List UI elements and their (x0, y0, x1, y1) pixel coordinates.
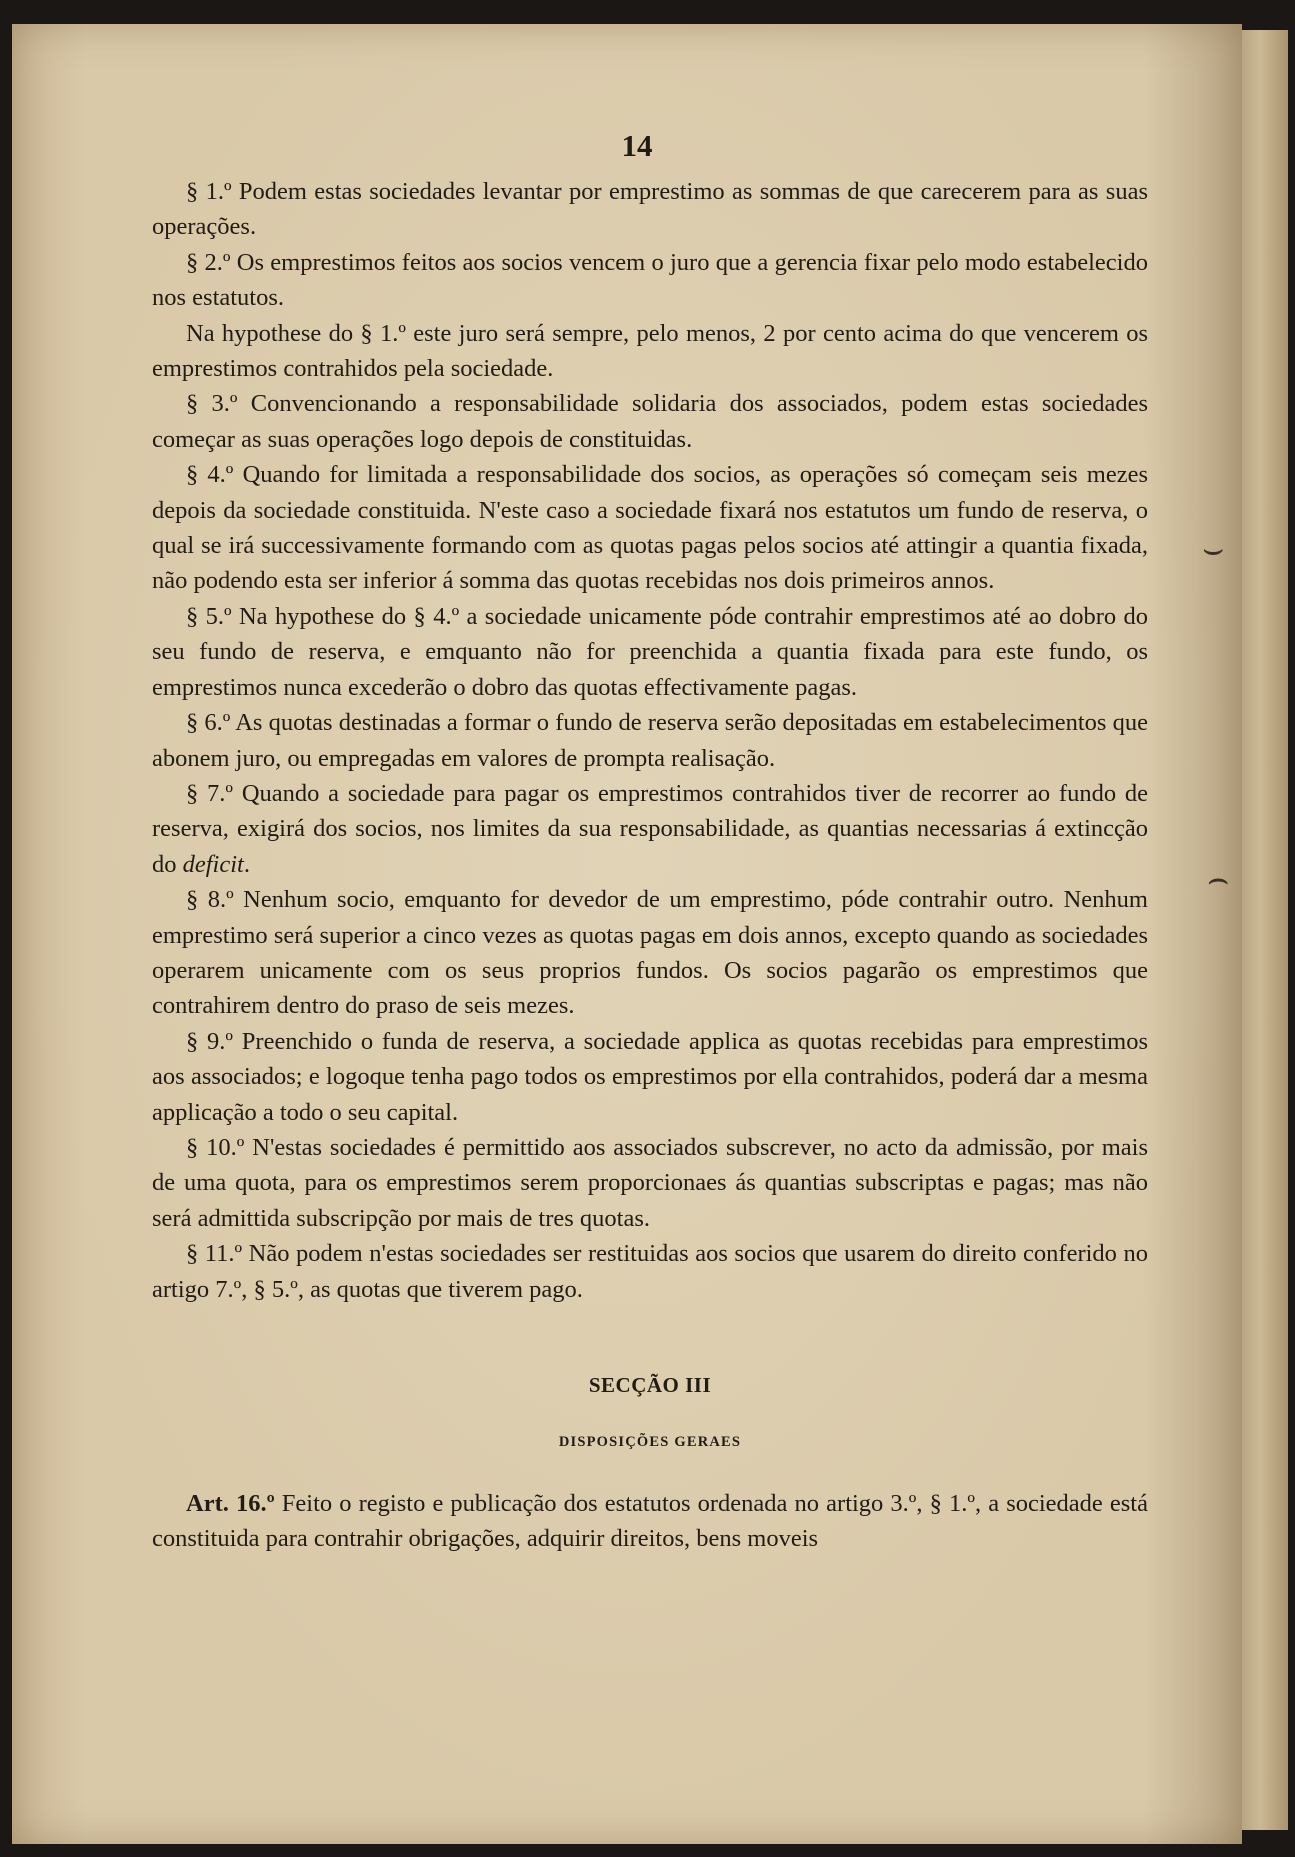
paragraph-8-text: § 7.º Quando a sociedade para pagar os emprestimos contrahidos tiver de recorrer ao fundo de reserva, exigirá dos socios, nos limites da sua responsabilidade, as quantias necessarias á extincção do (152, 779, 1148, 878)
page-number: 14 (621, 128, 653, 163)
article-label: Art. 16.º (186, 1490, 275, 1517)
paragraph-3: Na hypothese do § 1.º este juro será sempre, pelo menos, 2 por cento acima do que vencerem os emprestimos contrahidos pela sociedade. (152, 319, 1148, 383)
paragraph-11: § 10.º N'estas sociedades é permittido aos associados subscrever, no acto da admissão, por mais de uma quota, para os emprestimos serem proporcionaes ás quantias subscriptas e pagas; mas não será admittida subscripção por mais de tres quotas. (152, 1133, 1148, 1232)
paragraph-7: § 6.º As quotas destinadas a formar o fundo de reserva serão depositadas em estabelecimentos que abonem juro, ou empregadas em valores de prompta realisação. (152, 709, 1148, 772)
paragraph-1: § 1.º Podem estas sociedades levantar por emprestimo as sommas de que carecerem para as suas operações. (152, 178, 1148, 241)
document-body (152, 174, 1148, 1557)
paragraph-2: § 2.º Os emprestimos feitos aos socios vencem o juro que a gerencia fixar pelo modo estabelecido nos estatutos. (152, 248, 1148, 312)
binding-mark-top: ⌣ (1202, 529, 1225, 569)
paragraph-9: § 8.º Nenhum socio, emquanto for devedor de um emprestimo, póde contrahir outro. Nenhum emprestimo será superior a cinco vezes as quotas pagas em dois annos, excepto quando as sociedades operarem unicamente com os seus proprios fundos. Os socios pagarão os emprestimos que contrahirem dentro do praso de seis mezes. (152, 886, 1148, 1020)
paragraph-6: § 5.º Na hypothese do § 4.º a sociedade unicamente póde contrahir emprestimos até ao dobro do seu fundo de reserva, e emquanto não for preenchida a quantia fixada para este fundo, os emprestimos nunca excederão o dobro das quotas effectivamente pagas. (152, 602, 1148, 701)
paragraph-12: § 11.º Não podem n'estas sociedades ser restituidas aos socios que usarem do direito conferido no artigo 7.º, § 5.º, as quotas que tiverem pago. (152, 1240, 1148, 1303)
paragraph-10: § 9.º Preenchido o funda de reserva, a sociedade applica as quotas recebidas para emprestimos aos associados; e logoque tenha pago todos os emprestimos por ella contrahidos, poderá dar a mesma applicação a todo o seu capital. (152, 1027, 1148, 1126)
paragraph-8-italic: deficit (182, 850, 244, 878)
article-16 (152, 1486, 1148, 1557)
paragraph-8 (152, 776, 1148, 882)
paragraph-4: § 3.º Convencionando a responsabilidade solidaria dos associados, podem estas sociedades começar as suas operações logo depois de constituidas. (152, 390, 1148, 453)
section-heading: SECÇÃO III (588, 1373, 712, 1397)
paragraph-8-end: . (243, 850, 250, 878)
adjacent-page-edge (1242, 30, 1288, 1830)
section-subheading: DISPOSIÇÕES GERAES (558, 1434, 742, 1450)
article-text: Feito o registo e publicação dos estatutos ordenada no artigo 3.º, § 1.º, a sociedade está constituida para contrahir obrigações, adquirir direitos, bens moveis (152, 1490, 1148, 1553)
document-page (12, 24, 1242, 1844)
paragraph-5: § 4.º Quando for limitada a responsabilidade dos socios, as operações só começam seis mezes depois da sociedade constituida. N'este caso a sociedade fixará nos estatutos um fundo de reserva, o qual se irá successivamente formando com as quotas pagas pelos socios até attingir a quantia fixada, não podendo esta ser inferior á somma das quotas recebidas nos dois primeiros annos. (152, 461, 1148, 595)
binding-mark-bottom: ⌢ (1207, 859, 1230, 899)
